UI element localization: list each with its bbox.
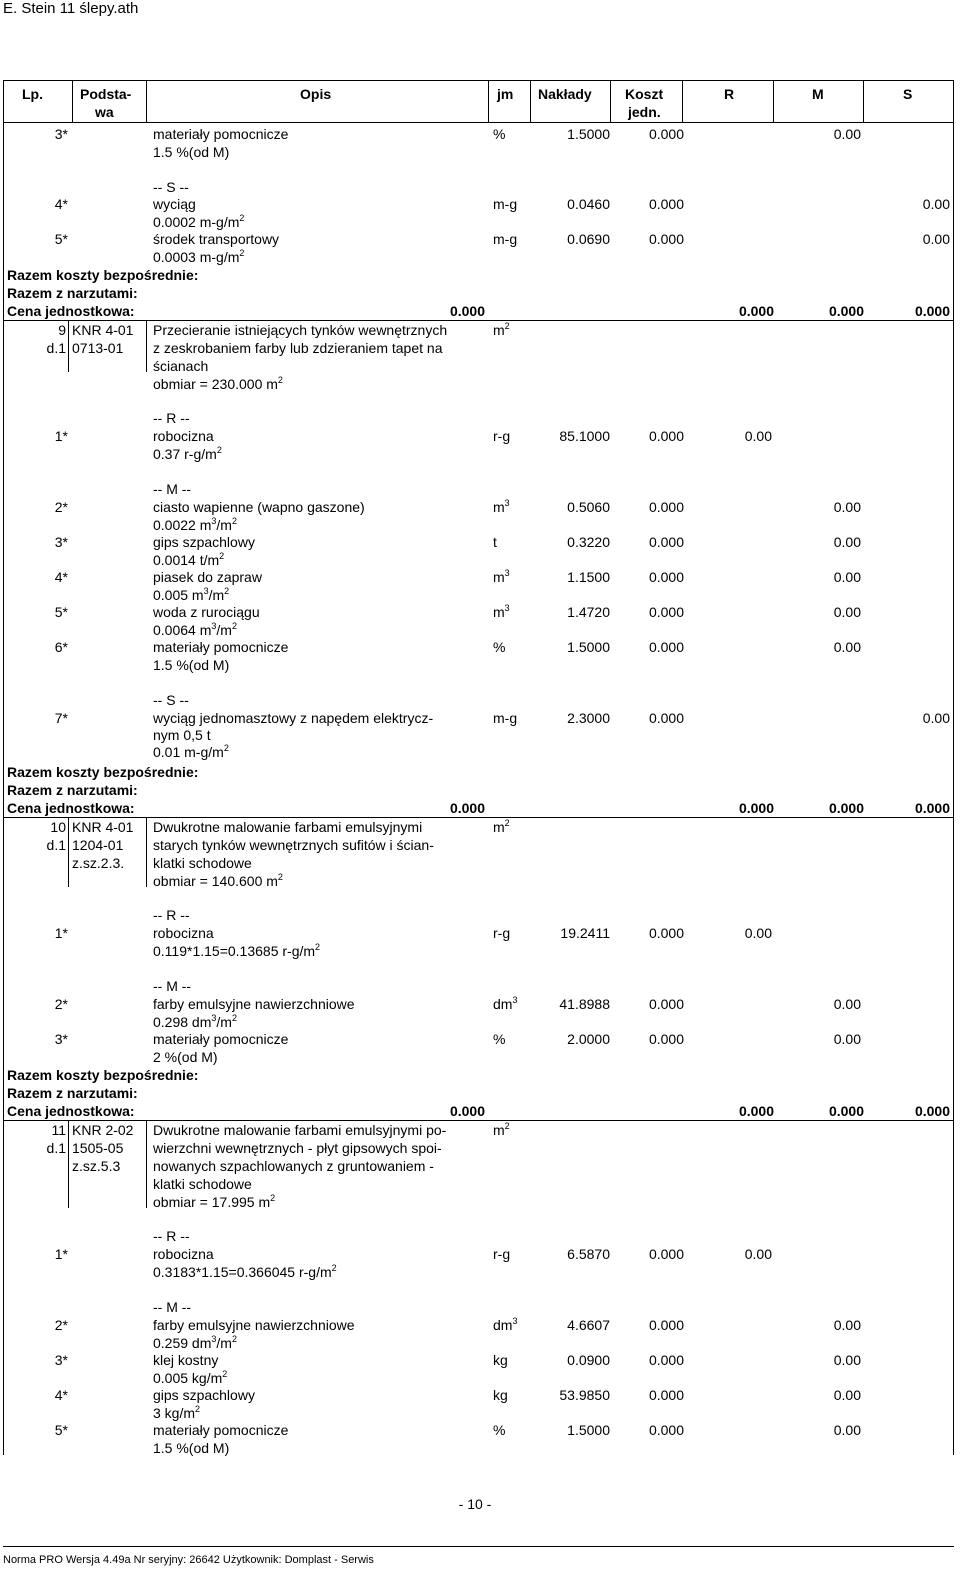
row-opis: materiały pomocnicze — [153, 1422, 289, 1438]
summary-s-value: 0.000 — [914, 1103, 950, 1119]
position-d: d.1 — [46, 837, 66, 853]
summary-unit-price-value: 0.000 — [449, 303, 485, 319]
row-opis: wyciąg jednomasztowy z napędem elektrycz- — [153, 710, 434, 726]
col-divider-naklady — [610, 80, 611, 122]
row-r: 0.00 — [744, 428, 772, 444]
header-koszt-2: jedn. — [628, 104, 661, 120]
summary-unit-price: Cena jednostkowa: — [7, 1103, 135, 1119]
row-s: 0.00 — [922, 710, 950, 726]
row-naklady: 1.5000 — [567, 126, 610, 142]
position-description: Dwukrotne malowanie farbami emulsyjnymi — [153, 819, 423, 835]
row-lp: 1* — [54, 1246, 68, 1262]
summary-unit-price: Cena jednostkowa: — [7, 303, 135, 319]
row-s: 0.00 — [922, 196, 950, 212]
row-jm: kg — [493, 1387, 508, 1403]
row-opis: robocizna — [153, 925, 214, 941]
col-divider-koszt — [682, 80, 683, 122]
row-koszt: 0.000 — [648, 534, 684, 550]
row-opis: materiały pomocnicze — [153, 639, 289, 655]
col-divider-podstawa — [146, 1120, 147, 1208]
row-lp: 4* — [54, 569, 68, 585]
row-naklady: 0.0900 — [567, 1352, 610, 1368]
summary-with-markups: Razem z narzutami: — [7, 1085, 138, 1101]
row-jm: $m^3$ — [493, 568, 510, 585]
row-norm: 0.0014 $t/m^2$ — [153, 551, 225, 568]
row-norm: 0.01 $m-g/m^2$ — [153, 743, 229, 760]
row-koszt: 0.000 — [648, 1246, 684, 1262]
row-lp: 3* — [54, 126, 68, 142]
header-naklady: Nakłady — [538, 86, 592, 102]
header-m: M — [812, 86, 824, 102]
col-divider-lp — [68, 817, 69, 887]
row-r: 0.00 — [744, 1246, 772, 1262]
row-jm: r-g — [493, 1246, 511, 1262]
row-s: 0.00 — [922, 231, 950, 247]
position-unit: $m^2$ — [493, 1121, 510, 1138]
row-koszt: 0.000 — [648, 1387, 684, 1403]
summary-m-value: 0.000 — [828, 800, 864, 816]
row-naklady: 0.5060 — [567, 499, 610, 515]
row-opis: farby emulsyjne nawierzchniowe — [153, 996, 355, 1012]
row-norm: 0.005 $kg/m^2$ — [153, 1369, 228, 1386]
page-number: - 10 - — [458, 1496, 492, 1512]
row-m: 0.00 — [833, 604, 861, 620]
header-lp: Lp. — [22, 86, 43, 102]
position-d: d.1 — [46, 1140, 66, 1156]
footer-divider — [3, 1546, 954, 1547]
summary-unit-price-value: 0.000 — [449, 800, 485, 816]
row-m: 0.00 — [833, 1031, 861, 1047]
row-opis: woda z rurociągu — [153, 604, 260, 620]
row-m: 0.00 — [833, 996, 861, 1012]
row-opis: środek transportowy — [153, 231, 280, 247]
row-norm: 0.005 $m^3/m^2$ — [153, 586, 230, 603]
position-basis-code: 1505-05 — [72, 1140, 124, 1156]
summary-m-value: 0.000 — [828, 1103, 864, 1119]
section-m-label: -- M -- — [153, 481, 192, 497]
row-norm: 0.0022 $m^3/m^2$ — [153, 516, 237, 533]
position-basis: KNR 2-02 — [72, 1122, 134, 1138]
position-description: wierzchni wewnętrznych - płyt gipsowych spoi- — [153, 1140, 442, 1156]
position-unit: $m^2$ — [493, 321, 510, 338]
row-naklady: 1.5000 — [567, 639, 610, 655]
row-opis: materiały pomocnicze — [153, 126, 289, 142]
row-norm: 0.0002 $m-g/m^2$ — [153, 213, 245, 230]
col-divider-m — [863, 80, 864, 122]
row-opis: farby emulsyjne nawierzchniowe — [153, 1317, 355, 1333]
row-naklady: 85.1000 — [559, 428, 610, 444]
row-lp: 3* — [54, 1031, 68, 1047]
section-r-label: -- R -- — [153, 410, 190, 426]
summary-with-markups: Razem z narzutami: — [7, 782, 138, 798]
table-border-right — [953, 80, 954, 1455]
row-opis: robocizna — [153, 1246, 214, 1262]
row-lp: 5* — [54, 1422, 68, 1438]
position-description: ścianach — [153, 358, 209, 374]
row-koszt: 0.000 — [648, 1031, 684, 1047]
row-opis: ciasto wapienne (wapno gaszone) — [153, 499, 365, 515]
header-koszt: Koszt — [625, 86, 664, 102]
position-unit: $m^2$ — [493, 818, 510, 835]
summary-direct-costs: Razem koszty bezpośrednie: — [7, 764, 199, 780]
row-jm: m-g — [493, 196, 518, 212]
header-r: R — [724, 86, 735, 102]
summary-s-value: 0.000 — [914, 303, 950, 319]
row-norm: 0.119*1.15=0.13685 $r-g/m^2$ — [153, 942, 321, 959]
position-basis: KNR 4-01 — [72, 819, 134, 835]
position-description: Przecieranie istniejących tynków wewnętrznych — [153, 322, 448, 338]
row-koszt: 0.000 — [648, 569, 684, 585]
row-koszt: 0.000 — [648, 925, 684, 941]
row-naklady: 19.2411 — [560, 925, 610, 941]
header-podstawa-2: wa — [95, 104, 114, 120]
row-koszt: 0.000 — [648, 604, 684, 620]
row-norm: 1.5 %(od M) — [153, 144, 230, 160]
footer-text: Norma PRO Wersja 4.49a Nr seryjny: 26642 Użytkownik: Domplast - Serwis — [3, 1554, 374, 1566]
row-naklady: 2.3000 — [567, 710, 610, 726]
position-quantity: obmiar = 230.000 $m^2$ — [153, 375, 283, 392]
summary-r-value: 0.000 — [738, 1103, 774, 1119]
row-koszt: 0.000 — [648, 710, 684, 726]
row-lp: 2* — [54, 1317, 68, 1333]
row-jm: $dm^3$ — [493, 1316, 518, 1333]
position-description: z zeskrobaniem farby lub zdzieraniem tapet na — [153, 340, 443, 356]
summary-r-value: 0.000 — [738, 800, 774, 816]
row-r: 0.00 — [744, 925, 772, 941]
row-m: 0.00 — [833, 569, 861, 585]
row-norm: 0.0003 $m-g/m^2$ — [153, 248, 245, 265]
row-opis: robocizna — [153, 428, 214, 444]
position-quantity: obmiar = 140.600 $m^2$ — [153, 872, 283, 889]
row-m: 0.00 — [833, 499, 861, 515]
row-koszt: 0.000 — [648, 428, 684, 444]
row-lp: 3* — [54, 534, 68, 550]
row-norm: 0.0064 $m^3/m^2$ — [153, 621, 237, 638]
row-naklady: 0.3220 — [567, 534, 610, 550]
col-divider-r — [773, 80, 774, 122]
row-lp: 1* — [54, 925, 68, 941]
row-jm: m-g — [493, 710, 518, 726]
position-basis-note: z.sz.2.3. — [72, 855, 125, 871]
row-naklady: 1.4720 — [567, 604, 610, 620]
section-m-label: -- M -- — [153, 978, 192, 994]
position-description: klatki schodowe — [153, 1176, 252, 1192]
row-koszt: 0.000 — [648, 1317, 684, 1333]
document-title: E. Stein 11 ślepy.ath — [3, 0, 139, 17]
header-jm: jm — [497, 86, 514, 102]
row-opis: nym 0,5 t — [153, 727, 211, 743]
position-description: Dwukrotne malowanie farbami emulsyjnymi po- — [153, 1122, 447, 1138]
row-lp: 1* — [54, 428, 68, 444]
position-d: d.1 — [46, 340, 66, 356]
col-divider-podstawa — [146, 320, 147, 372]
row-lp: 5* — [54, 231, 68, 247]
row-norm: 0.259 $dm^3/m^2$ — [153, 1334, 237, 1351]
position-quantity: obmiar = 17.995 $m^2$ — [153, 1193, 276, 1210]
col-divider-jm — [530, 80, 531, 122]
row-koszt: 0.000 — [648, 499, 684, 515]
col-divider-podstawa — [146, 80, 147, 122]
row-koszt: 0.000 — [648, 196, 684, 212]
header-podstawa: Podsta- — [80, 86, 132, 102]
row-m: 0.00 — [833, 534, 861, 550]
row-lp: 5* — [54, 604, 68, 620]
position-description: starych tynków wewnętrznych sufitów i ścian- — [153, 837, 434, 853]
row-jm: $m^3$ — [493, 498, 510, 515]
row-jm: % — [493, 126, 506, 142]
summary-direct-costs: Razem koszty bezpośrednie: — [7, 1067, 199, 1083]
row-lp: 4* — [54, 1387, 68, 1403]
row-lp: 2* — [54, 996, 68, 1012]
row-koszt: 0.000 — [648, 1422, 684, 1438]
section-r-label: -- R -- — [153, 1228, 190, 1244]
table-border-left — [3, 80, 4, 1455]
row-m: 0.00 — [833, 1352, 861, 1368]
row-norm: 0.298 $dm^3/m^2$ — [153, 1013, 237, 1030]
position-basis: KNR 4-01 — [72, 322, 134, 338]
row-m: 0.00 — [833, 126, 861, 142]
col-divider-lp — [68, 1120, 69, 1208]
section-s-label: -- S -- — [153, 179, 189, 195]
row-norm: 2 %(od M) — [153, 1049, 218, 1065]
row-jm: m-g — [493, 231, 518, 247]
row-m: 0.00 — [833, 1422, 861, 1438]
position-number: 10 — [50, 819, 66, 835]
row-norm: 1.5 %(od M) — [153, 657, 230, 673]
row-koszt: 0.000 — [648, 126, 684, 142]
section-s-label: -- S -- — [153, 692, 189, 708]
header-s: S — [903, 86, 913, 102]
row-lp: 7* — [54, 710, 68, 726]
row-jm: t — [493, 534, 497, 550]
row-naklady: 1.1500 — [567, 569, 610, 585]
row-naklady: 41.8988 — [559, 996, 610, 1012]
position-description: klatki schodowe — [153, 855, 252, 871]
row-jm: % — [493, 639, 506, 655]
summary-r-value: 0.000 — [738, 303, 774, 319]
row-opis: materiały pomocnicze — [153, 1031, 289, 1047]
row-koszt: 0.000 — [648, 996, 684, 1012]
header-divider — [3, 122, 954, 123]
row-norm: 1.5 %(od M) — [153, 1440, 230, 1456]
row-jm: r-g — [493, 428, 511, 444]
position-number: 9 — [58, 322, 66, 338]
row-naklady: 0.0690 — [567, 231, 610, 247]
position-basis-note: z.sz.5.3 — [72, 1158, 121, 1174]
row-norm: 0.3183*1.15=0.366045 $r-g/m^2$ — [153, 1263, 337, 1280]
row-koszt: 0.000 — [648, 639, 684, 655]
row-opis: piasek do zapraw — [153, 569, 262, 585]
header-opis: Opis — [300, 86, 332, 102]
row-lp: 3* — [54, 1352, 68, 1368]
col-divider-lp — [72, 80, 73, 122]
col-divider-opis — [488, 80, 489, 122]
row-naklady: 4.6607 — [567, 1317, 610, 1333]
summary-m-value: 0.000 — [828, 303, 864, 319]
position-basis-code: 1204-01 — [72, 837, 124, 853]
row-lp: 6* — [54, 639, 68, 655]
row-m: 0.00 — [833, 1317, 861, 1333]
row-naklady: 53.9850 — [559, 1387, 610, 1403]
row-jm: r-g — [493, 925, 511, 941]
summary-unit-price-value: 0.000 — [449, 1103, 485, 1119]
row-naklady: 6.5870 — [567, 1246, 610, 1262]
summary-unit-price: Cena jednostkowa: — [7, 800, 135, 816]
row-lp: 4* — [54, 196, 68, 212]
summary-with-markups: Razem z narzutami: — [7, 285, 138, 301]
row-koszt: 0.000 — [648, 1352, 684, 1368]
row-opis: gips szpachlowy — [153, 534, 255, 550]
row-opis: gips szpachlowy — [153, 1387, 255, 1403]
row-lp: 2* — [54, 499, 68, 515]
row-norm: 3 $kg/m^2$ — [153, 1404, 201, 1421]
row-opis: klej kostny — [153, 1352, 219, 1368]
row-opis: wyciąg — [153, 196, 196, 212]
row-jm: $m^3$ — [493, 603, 510, 620]
row-jm: % — [493, 1031, 506, 1047]
section-r-label: -- R -- — [153, 907, 190, 923]
position-number: 11 — [51, 1122, 66, 1138]
row-m: 0.00 — [833, 639, 861, 655]
row-norm: 0.37 $r-g/m^2$ — [153, 445, 222, 462]
row-m: 0.00 — [833, 1387, 861, 1403]
summary-direct-costs: Razem koszty bezpośrednie: — [7, 267, 199, 283]
row-jm: $dm^3$ — [493, 995, 518, 1012]
row-naklady: 1.5000 — [567, 1422, 610, 1438]
row-jm: % — [493, 1422, 506, 1438]
row-naklady: 2.0000 — [567, 1031, 610, 1047]
row-jm: kg — [493, 1352, 508, 1368]
row-naklady: 0.0460 — [567, 196, 610, 212]
position-basis-code: 0713-01 — [72, 340, 124, 356]
position-description: nowanych szpachlowanych z gruntowaniem - — [153, 1158, 434, 1174]
summary-s-value: 0.000 — [914, 800, 950, 816]
row-koszt: 0.000 — [648, 231, 684, 247]
col-divider-lp — [68, 320, 69, 372]
section-m-label: -- M -- — [153, 1299, 192, 1315]
col-divider-podstawa — [146, 817, 147, 887]
